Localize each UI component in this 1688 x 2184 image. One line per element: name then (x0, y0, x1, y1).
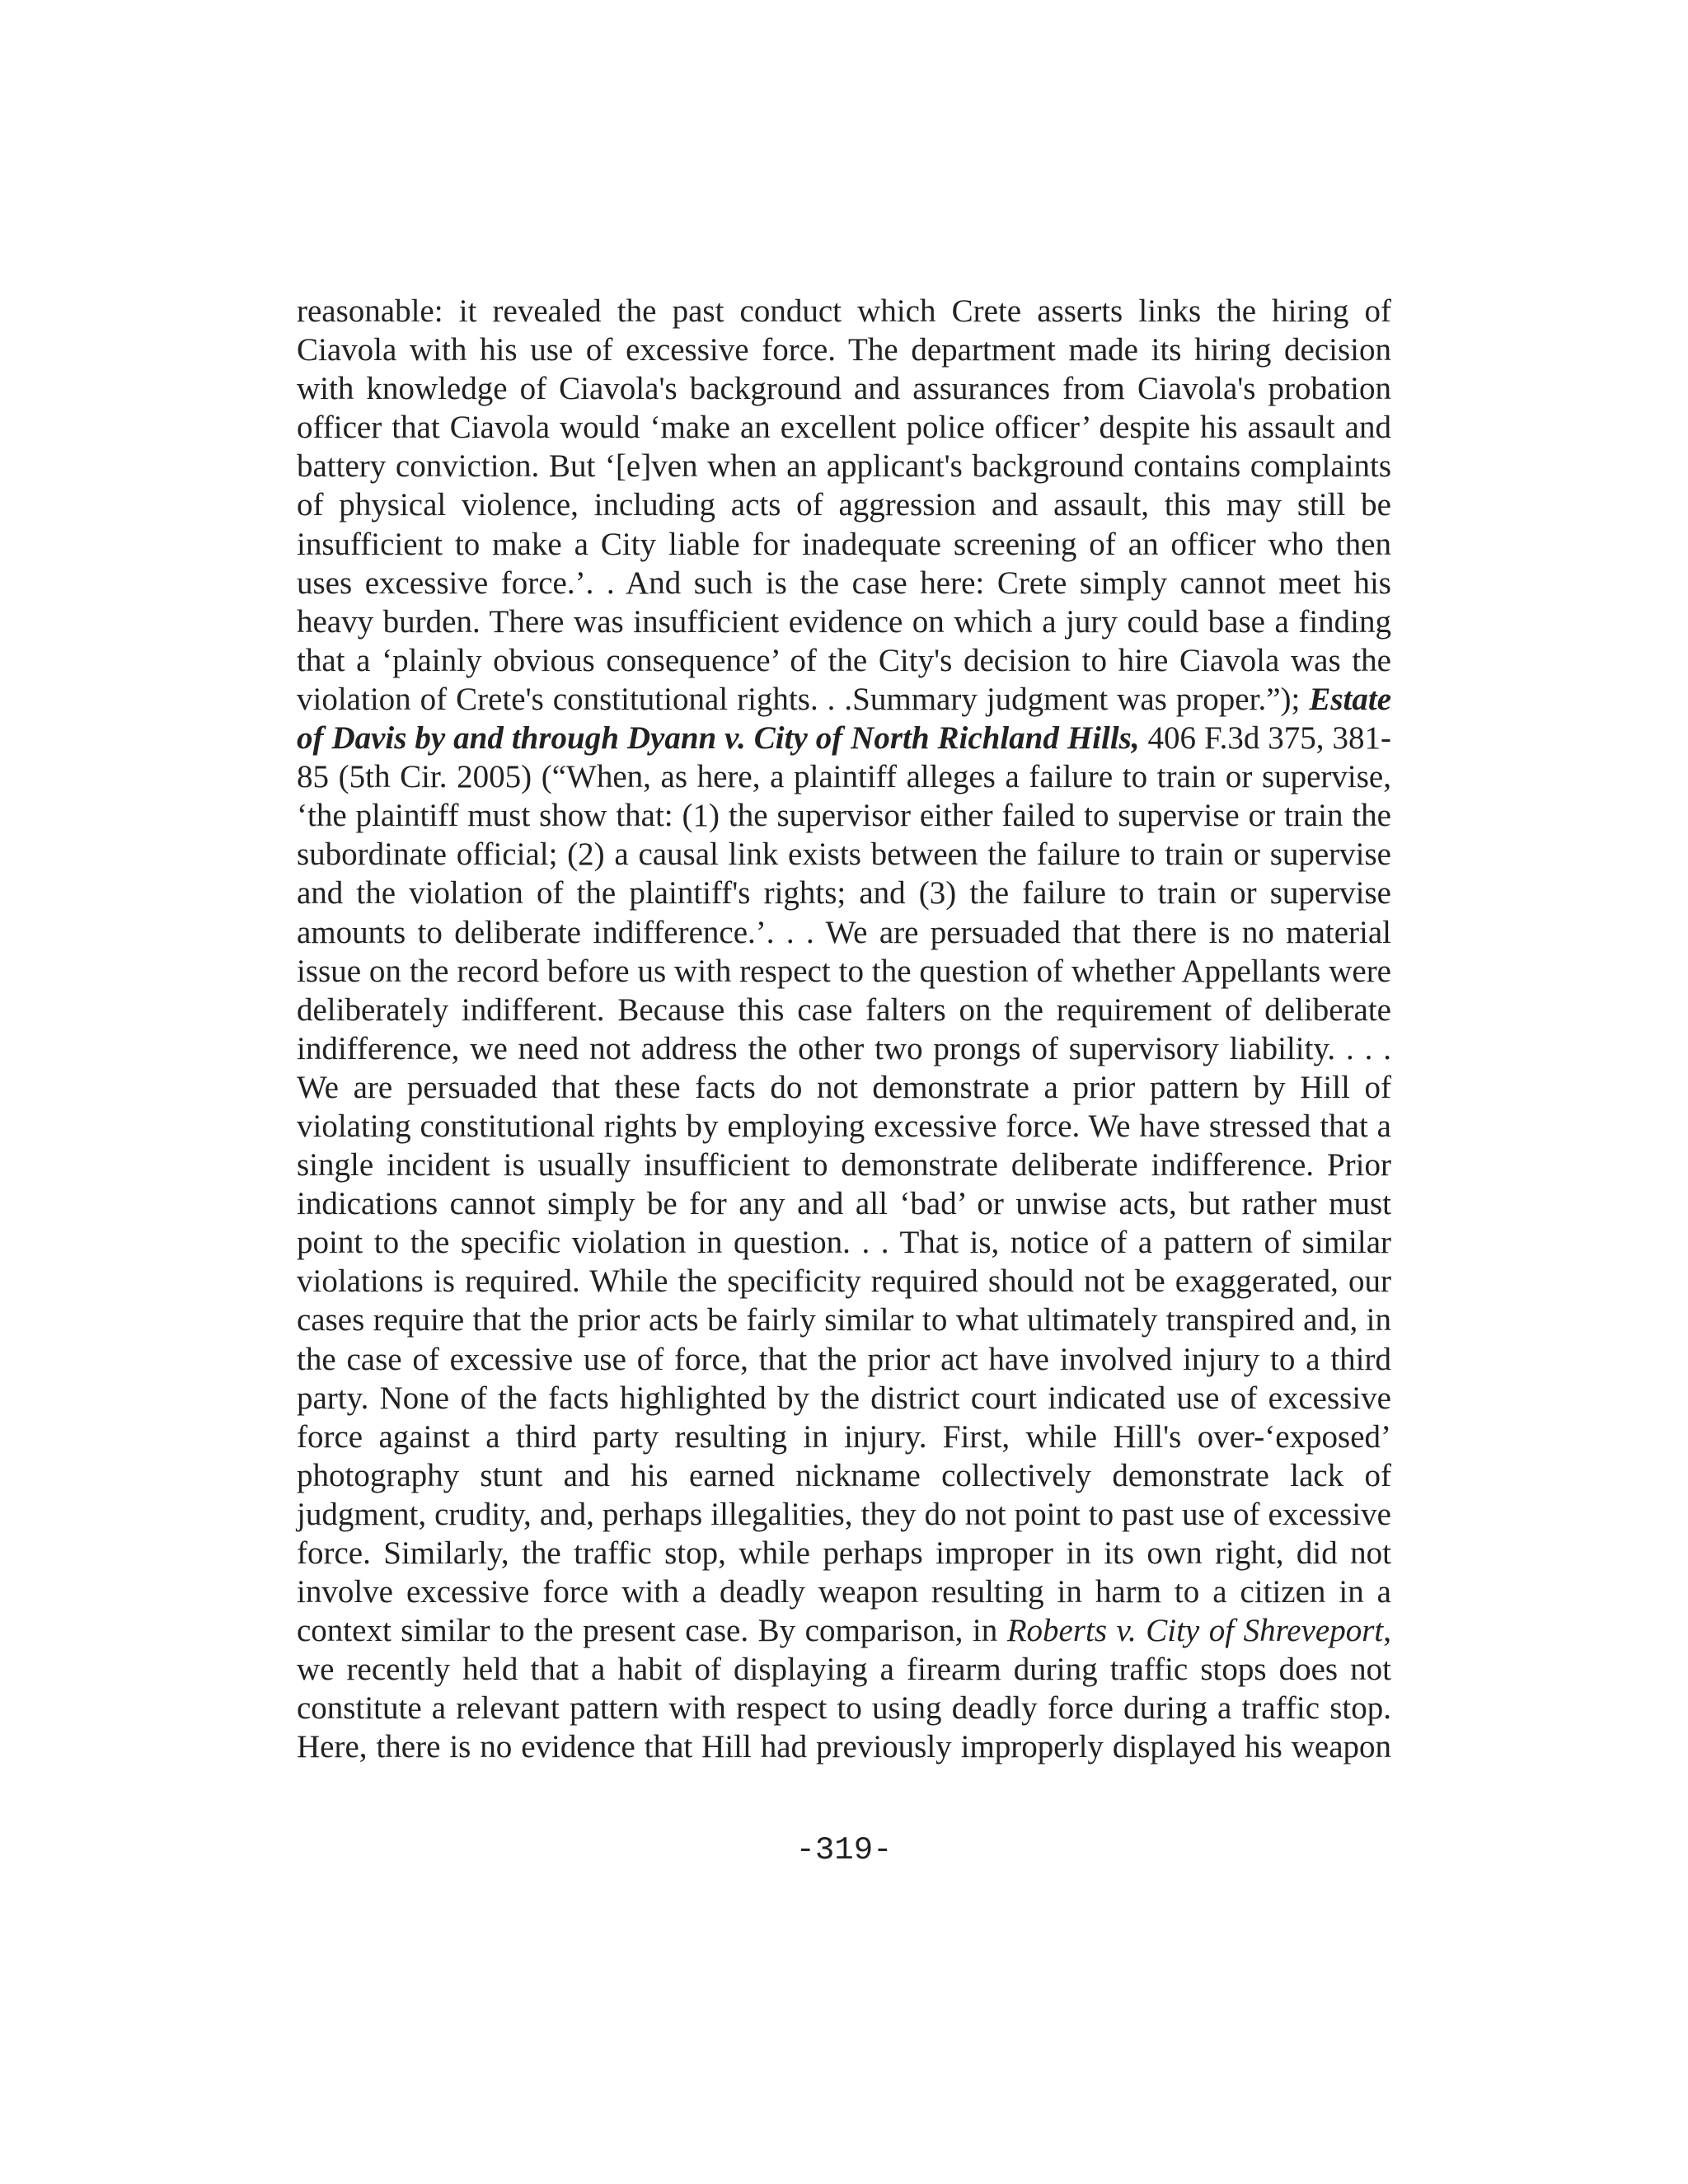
text-segment: reasonable: it revealed the past conduct which Crete asserts links the hiring of Ciavola with his use of excessive force. The department made its hiring decision with knowledge of Ciavola's background and assurances from Ciavola's probation officer that Ciavola would ‘make an excellent police officer’ despite his assault and battery conviction. But ‘[e]ven when an applicant's background contains complaints of physical violence, including acts of aggression and assault, this may still be insufficient to make a City liable for inadequate screening of an officer who then uses excessive force.’. . And such is the case here: Crete simply cannot meet his heavy burden. There was insufficient evidence on which a jury could base a finding that a ‘plainly obvious consequence’ of the City's decision to hire Ciavola was the violation of Crete's constitutional rights. . .Summary judgment was proper.”); (297, 293, 1391, 717)
case-citation-estate-of-davis: Estate of Davis by and through Dyann v. City of North Richland Hills, (297, 681, 1391, 757)
text-segment: , we recently held that a habit of displaying a firearm during traffic stops does not constitute a relevant pattern with respect to using deadly force during a traffic stop. Here, there is no evidence that Hill had previously improperly displayed his weapon (297, 1613, 1391, 1765)
text-segment: 406 F.3d 375, 381-85 (5th Cir. 2005) (“When, as here, a plaintiff alleges a failure to train or supervise, ‘the plaintiff must show that: (1) the supervisor either failed to supervise or train the subordinate official; (2) a causal link exists between the failure to train or supervise and the violation of the plaintiff's rights; and (3) the failure to train or supervise amounts to deliberate indifference.’. . . We are persuaded that there is no material issue on the record before us with respect to the question of whether Appellants were deliberately indifferent. Because this case falters on the requirement of deliberate indifference, we need not address the other two prongs of supervisory liability. . . . We are persuaded that these facts do not demonstrate a prior pattern by Hill of violating constitutional rights by employing excessive force. We have stressed that a single incident is usually insufficient to demonstrate deliberate indifference. Prior indications cannot simply be for any and all ‘bad’ or unwise acts, but rather must point to the specific violation in question. . . That is, notice of a pattern of similar violations is required. While the specificity required should not be exaggerated, our cases require that the prior acts be fairly similar to what ultimately transpired and, in the case of excessive use of force, that the prior act have involved injury to a third party. None of the facts highlighted by the district court indicated use of excessive force against a third party resulting in injury. First, while Hill's over-‘exposed’ photography stunt and his earned nickname collectively demonstrate lack of judgment, crudity, and, perhaps illegalities, they do not point to past use of excessive force. Similarly, the traffic stop, while perhaps improper in its own right, did not involve excessive force with a deadly weapon resulting in harm to a citizen in a context similar to the present case. By comparison, in (297, 720, 1391, 1649)
case-citation-roberts: Roberts v. City of Shreveport (1006, 1613, 1384, 1649)
page-number: -319- (795, 1832, 893, 1868)
body-paragraph (297, 292, 1391, 1767)
